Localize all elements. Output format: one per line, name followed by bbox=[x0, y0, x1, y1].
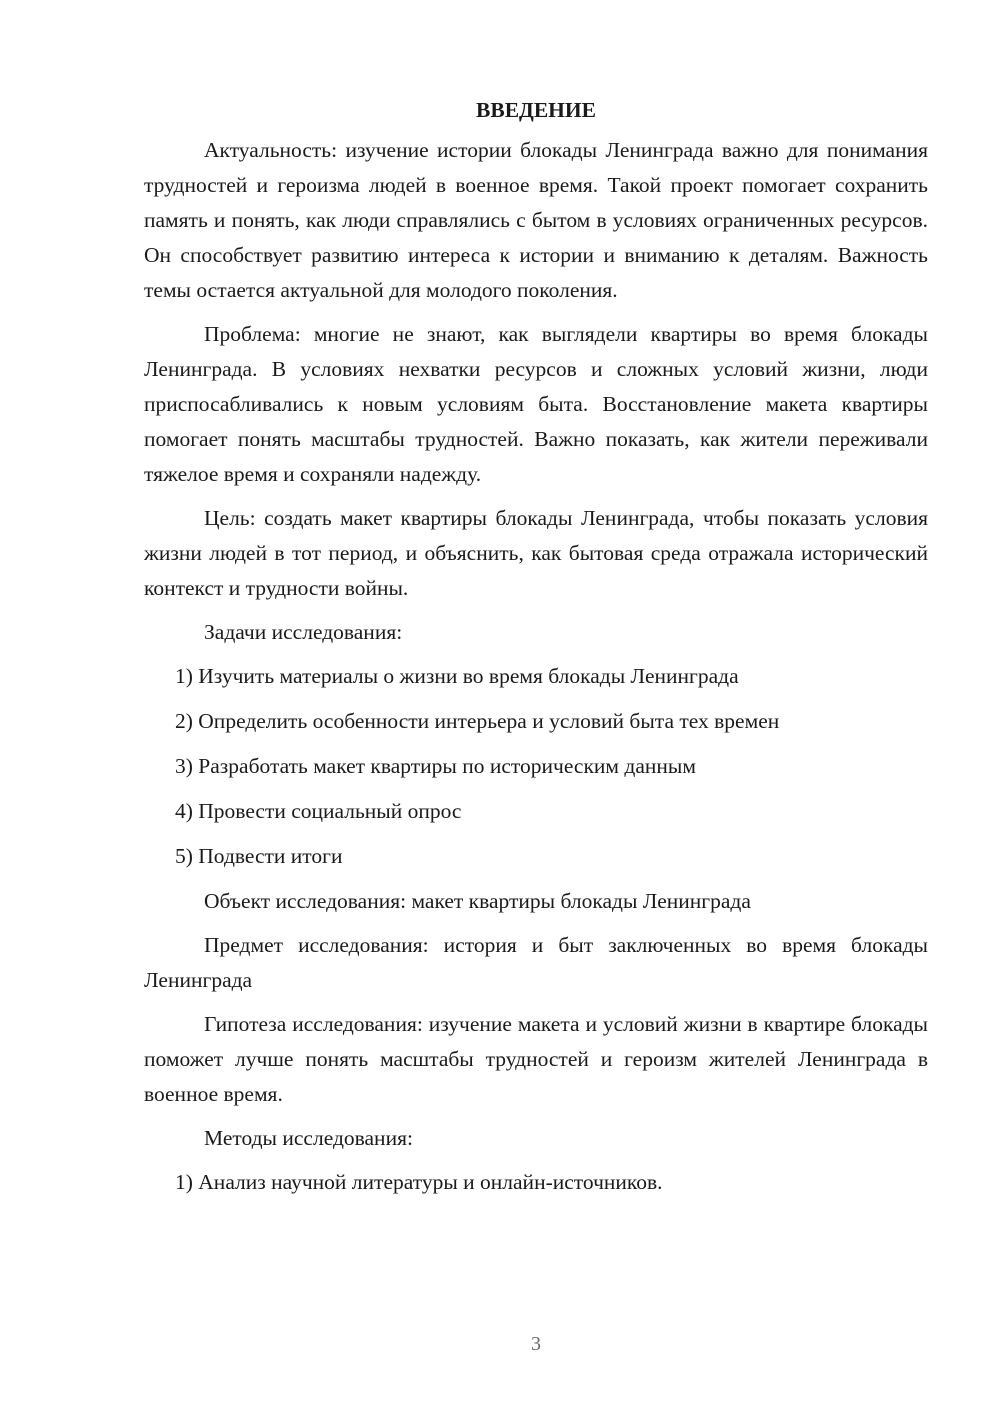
task-item: 4) Провести социальный опрос bbox=[175, 799, 462, 823]
paragraph-hypothesis: Гипотеза исследования: изучение макета и условий жизни в квартире блокады поможет лучше понять масштабы трудностей и героизм жителей Ленинграда в военное время. bbox=[144, 1012, 928, 1106]
task-item: 3) Разработать макет квартиры по историческим данным bbox=[175, 754, 696, 778]
task-item: 2) Определить особенности интерьера и условий быта тех времен bbox=[175, 709, 780, 733]
paragraph-actuality: Актуальность: изучение истории блокады Ленинграда важно для понимания трудностей и героизма людей в военное время. Такой проект помогает сохранить память и понять, как люди справлялись с бытом в условиях ограниченных ресурсов. Он способствует развитию интереса к истории и вниманию к деталям. Важность темы остается актуальной для молодого поколения. bbox=[144, 138, 928, 302]
document-page bbox=[144, 92, 928, 1210]
paragraph-subject: Предмет исследования: история и быт заключенных во время блокады Ленинграда bbox=[144, 933, 928, 992]
task-item: 5) Подвести итоги bbox=[175, 844, 343, 868]
task-item: 1) Изучить материалы о жизни во время блокады Ленинграда bbox=[175, 664, 739, 688]
tasks-heading: Задачи исследования: bbox=[204, 620, 403, 644]
page-number: 3 bbox=[531, 1333, 541, 1355]
method-item: 1) Анализ научной литературы и онлайн-источников. bbox=[175, 1170, 663, 1194]
paragraph-object: Объект исследования: макет квартиры блокады Ленинграда bbox=[204, 889, 751, 913]
paragraph-goal: Цель: создать макет квартиры блокады Ленинграда, чтобы показать условия жизни людей в тот период, и объяснить, как бытовая среда отражала исторический контекст и трудности войны. bbox=[144, 506, 928, 600]
methods-heading: Методы исследования: bbox=[204, 1126, 413, 1150]
section-title: ВВЕДЕНИЕ bbox=[476, 98, 596, 122]
paragraph-problem: Проблема: многие не знают, как выглядели квартиры во время блокады Ленинграда. В условиях нехватки ресурсов и сложных условий жизни, люди приспосабливались к новым условиям быта. Восстановление макета квартиры помогает понять масштабы трудностей. Важно показать, как жители переживали тяжелое время и сохраняли надежду. bbox=[144, 322, 928, 486]
